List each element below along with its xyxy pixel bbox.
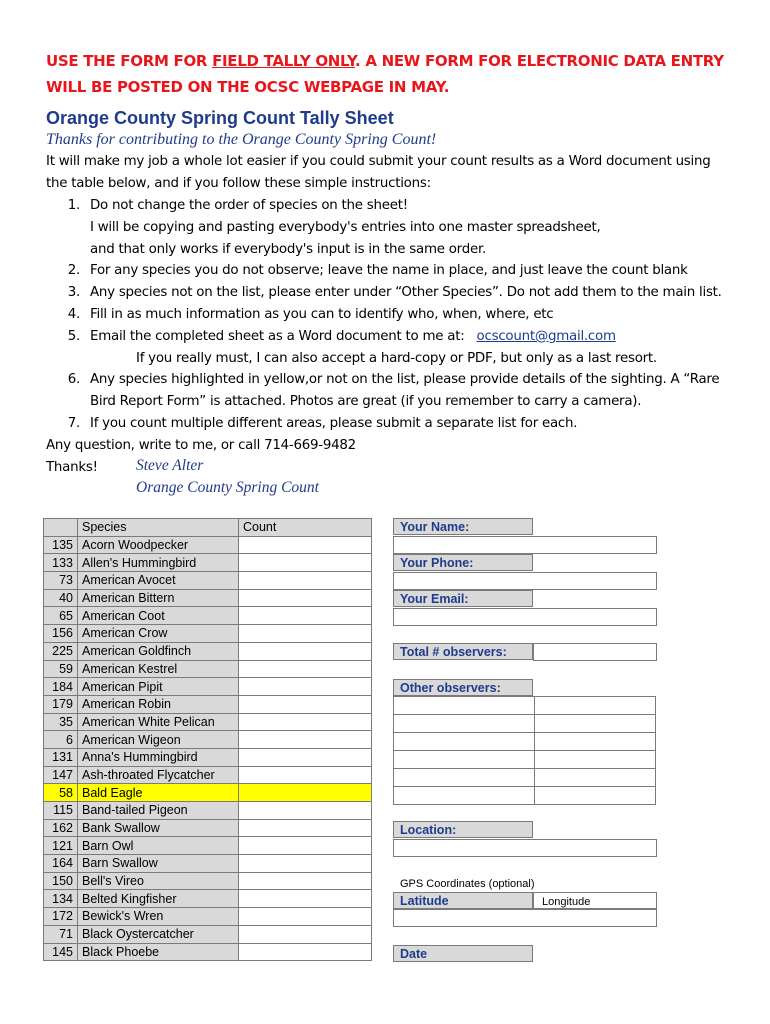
species-name: Acorn Woodpecker [78,536,239,554]
species-code: 135 [44,536,78,554]
count-cell[interactable] [239,872,372,890]
table-row [44,908,372,926]
header-code [44,519,78,537]
table-row [44,943,372,961]
table-row [44,607,372,625]
table-row [44,784,372,802]
count-cell[interactable] [239,943,372,961]
instruction-item: 6. Any species highlighted in yellow,or not on the list, please provide details of the sighting. A “Rare [67,372,720,388]
hardcopy-note: If you really must, I can also accept a hard-copy or PDF, but only as a last resort. [136,350,657,366]
table-row [44,554,372,572]
warning-banner [46,48,736,100]
instruction-item: 3. Any species not on the list, please enter under “Other Species”. Do not add them to the main list. [67,285,722,301]
your-email-field[interactable] [393,608,657,626]
table-row [44,837,372,855]
species-name: American Goldfinch [78,642,239,660]
table-row [44,766,372,784]
species-name: Belted Kingfisher [78,890,239,908]
species-code: 65 [44,607,78,625]
table-row [44,695,372,713]
species-code: 225 [44,642,78,660]
species-code: 133 [44,554,78,572]
table-row [44,536,372,554]
species-code: 121 [44,837,78,855]
species-code: 162 [44,819,78,837]
count-cell[interactable] [239,731,372,749]
species-name: Bald Eagle [78,784,239,802]
contact-line: Any question, write to me, or call 714-669-9482 [46,438,356,453]
observer-cell[interactable] [535,751,656,769]
species-name: American Pipit [78,678,239,696]
warning-text-1: USE THE FORM FOR [46,52,213,70]
intro-paragraph: It will make my job a whole lot easier if you could submit your count results as a Word document using the table below, and if you follow these simple instructions: [46,154,711,191]
species-name: Bank Swallow [78,819,239,837]
your-phone-label: Your Phone: [393,554,533,571]
count-cell[interactable] [239,695,372,713]
species-code: 59 [44,660,78,678]
warning-text-2: . A NEW FORM FOR ELECTRONIC DATA ENTRY WILL BE POSTED ON THE OCSC WEBPAGE IN MAY. [46,52,724,96]
count-cell[interactable] [239,802,372,820]
table-row [44,802,372,820]
count-cell[interactable] [239,819,372,837]
page-subtitle: Thanks for contributing to the Orange County Spring Count! [46,131,437,148]
latitude-label: Latitude [393,892,533,909]
instruction-item: 4. Fill in as much information as you can to identify who, when, where, etc [67,306,554,322]
header-species: Species [78,519,239,537]
instruction-item: 7. If you count multiple different areas, please submit a separate list for each. [67,415,578,431]
table-row [44,819,372,837]
table-row [44,748,372,766]
count-cell[interactable] [239,589,372,607]
count-cell[interactable] [239,925,372,943]
observer-cell[interactable] [535,733,656,751]
species-code: 145 [44,943,78,961]
species-code: 6 [44,731,78,749]
species-table [43,518,372,961]
species-name: Bell's Vireo [78,872,239,890]
count-cell[interactable] [239,784,372,802]
species-name: Black Oystercatcher [78,925,239,943]
species-name: American Bittern [78,589,239,607]
page-title: Orange County Spring Count Tally Sheet [46,108,394,128]
header-count: Count [239,519,372,537]
location-label: Location: [393,821,533,838]
location-field[interactable] [393,839,657,857]
observer-cell[interactable] [535,769,656,787]
table-row [44,572,372,590]
species-code: 150 [44,872,78,890]
table-row [44,872,372,890]
other-observers-label: Other observers: [393,679,533,696]
species-name: American Crow [78,625,239,643]
table-row [44,642,372,660]
thanks-text: Thanks! [46,460,98,475]
observer-cell[interactable] [535,715,656,733]
species-name: American White Pelican [78,713,239,731]
count-cell[interactable] [239,572,372,590]
species-code: 184 [44,678,78,696]
longitude-label: Longitude [533,892,657,909]
count-cell[interactable] [239,678,372,696]
count-cell[interactable] [239,536,372,554]
species-code: 58 [44,784,78,802]
instruction-item: Bird Report Form” is attached. Photos are great (if you remember to carry a camera). [90,394,642,410]
count-cell[interactable] [239,748,372,766]
table-row [44,589,372,607]
observer-cell[interactable] [394,787,535,805]
count-cell[interactable] [239,837,372,855]
count-cell[interactable] [239,660,372,678]
table-row [44,660,372,678]
observer-cell[interactable] [535,787,656,805]
table-row [44,713,372,731]
count-cell[interactable] [239,855,372,873]
species-code: 147 [44,766,78,784]
count-cell[interactable] [239,625,372,643]
coordinates-field[interactable] [393,909,657,927]
instruction-item: and that only works if everybody's input is in the same order. [90,241,486,257]
warning-underlined: FIELD TALLY ONLY [212,52,356,70]
your-email-label: Your Email: [393,590,533,607]
count-cell[interactable] [239,766,372,784]
other-observers-grid [393,696,656,805]
species-code: 156 [44,625,78,643]
species-name: Black Phoebe [78,943,239,961]
count-cell[interactable] [239,607,372,625]
your-name-field[interactable] [393,536,657,554]
count-cell[interactable] [239,908,372,926]
observer-cell[interactable] [535,697,656,715]
table-row [44,625,372,643]
count-cell[interactable] [239,554,372,572]
date-label: Date [393,945,533,962]
instruction-list [60,195,740,435]
species-code: 73 [44,572,78,590]
signature-name: Steve Alter [136,457,204,474]
signature-org: Orange County Spring Count [136,479,319,496]
your-phone-field[interactable] [393,572,657,590]
instruction-item: 5. Email the completed sheet as a Word document to me at: ocscount@gmail.com [67,328,616,344]
table-row [44,925,372,943]
species-name: Anna's Hummingbird [78,748,239,766]
observer-cell[interactable] [394,751,535,769]
species-name: Band-tailed Pigeon [78,802,239,820]
species-name: Ash-throated Flycatcher [78,766,239,784]
species-name: American Robin [78,695,239,713]
species-name: American Coot [78,607,239,625]
species-code: 40 [44,589,78,607]
table-row [44,678,372,696]
species-code: 115 [44,802,78,820]
instruction-item: I will be copying and pasting everybody's entries into one master spreadsheet, [90,219,601,235]
species-code: 134 [44,890,78,908]
table-row [44,855,372,873]
instruction-item: 2. For any species you do not observe; leave the name in place, and just leave the count blank [67,263,688,279]
species-name: Allen's Hummingbird [78,554,239,572]
species-name: American Avocet [78,572,239,590]
species-code: 131 [44,748,78,766]
species-name: American Kestrel [78,660,239,678]
species-code: 164 [44,855,78,873]
observer-cell[interactable] [394,697,535,715]
observer-cell[interactable] [394,733,535,751]
total-observers-label: Total # observers: [393,643,533,660]
your-name-label: Your Name: [393,518,533,535]
species-code: 179 [44,695,78,713]
count-cell[interactable] [239,890,372,908]
count-cell[interactable] [239,642,372,660]
species-code: 172 [44,908,78,926]
species-code: 71 [44,925,78,943]
observer-cell[interactable] [394,769,535,787]
email-link[interactable]: ocscount@gmail.com [476,328,616,344]
table-header-row [44,519,372,537]
observer-cell[interactable] [394,715,535,733]
species-name: Bewick's Wren [78,908,239,926]
gps-caption: GPS Coordinates (optional) [400,878,535,890]
species-name: Barn Swallow [78,855,239,873]
total-observers-field[interactable] [533,643,657,661]
table-row [44,890,372,908]
table-row [44,731,372,749]
species-code: 35 [44,713,78,731]
count-cell[interactable] [239,713,372,731]
species-name: Barn Owl [78,837,239,855]
instruction-item: 1. Do not change the order of species on the sheet! [67,198,408,213]
species-name: American Wigeon [78,731,239,749]
